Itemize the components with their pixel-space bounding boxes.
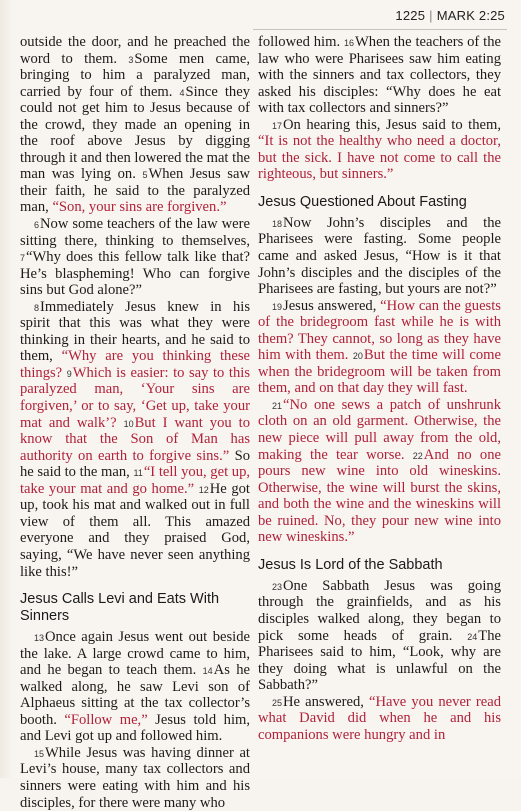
paragraph <box>258 397 501 546</box>
words-of-jesus: But I want you to know that the Son of Man has authority on earth to forgive sins.” <box>20 414 250 464</box>
verse-text: One Sabbath Jesus was going through the grainfields, and as his disciples walked along, they began to pick some heads of grain. <box>258 577 501 644</box>
paragraph <box>258 298 501 397</box>
verse-text: When Jesus saw their faith, he said to the paralyzed man, <box>20 166 250 216</box>
verse-number: 13 <box>34 633 45 644</box>
verse-number: 25 <box>272 697 283 708</box>
words-of-jesus: “No one sews a patch of unshrunk cloth on an old garment. Otherwise, the new piece will pull away from the old, making the tear worse. <box>258 396 501 463</box>
section-heading: Jesus Is Lord of the Sabbath <box>258 556 443 573</box>
left-column <box>20 34 250 811</box>
verse-text: Since they could not get him to Jesus because of the crowd, they made an opening in the roof above Jesus by digging through it and then lowered the mat the man was lying on. <box>20 83 251 183</box>
verse-number: 6 <box>34 220 40 231</box>
page-number: 1225 <box>395 8 426 23</box>
verse-number: 19 <box>272 301 283 312</box>
paragraph <box>20 216 250 299</box>
verse-text: followed him. <box>258 34 344 50</box>
verse-text: Once again Jesus went out beside the lake. A large crowd came to him, and he began to teach them. <box>20 629 250 679</box>
verse-number: 18 <box>272 218 283 229</box>
words-of-jesus: “Why are you thinking these things? <box>20 348 250 381</box>
header-separator: | <box>429 8 433 23</box>
verse-number: 3 <box>128 54 134 65</box>
words-of-jesus: “It is not the healthy who need a doctor, but the sick. I have not come to call the righteous, but sinners.” <box>258 133 501 183</box>
paragraph <box>20 629 250 745</box>
verse-text: He got up, took his mat and walked out in full view of them all. This amazed everyone and they praised God, saying, “We have never seen anything like this!” <box>20 480 250 580</box>
words-of-jesus: “How can the guests of the bridegroom fast while he is with them? They cannot, so long as they have him with them. <box>258 297 501 364</box>
words-of-jesus: Which is easier: to say to this paralyzed man, ‘Your sins are forgiven,’ or to say, ‘Get up, take your mat and walk’? <box>20 364 250 431</box>
verse-number: 8 <box>34 302 40 313</box>
paragraph <box>258 117 501 183</box>
verse-number: 10 <box>123 418 134 429</box>
paragraph <box>258 578 501 694</box>
paragraph <box>20 299 250 580</box>
words-of-jesus: “Follow me,” <box>64 711 148 728</box>
verse-text: Some men came, bringing to him a paralyzed man, carried by four of them. <box>20 50 250 100</box>
verse-text: “Why does this fellow talk like that? He’s blaspheming! Who can forgive sins but God alone?” <box>20 249 250 299</box>
paragraph <box>258 694 501 744</box>
verse-text <box>194 481 199 497</box>
verse-text: outside the door, and he preached the word to them. <box>20 34 250 67</box>
verse-number: 12 <box>198 484 209 495</box>
verse-text: As he walked along, he saw Levi son of Alphaeus sitting at the tax collector’s booth. <box>20 662 250 728</box>
verse-text: The Pharisees said to him, “Look, why are they doing what is unlawful on the Sabbath?” <box>258 627 501 694</box>
verse-number: 23 <box>272 581 283 592</box>
chapter-reference: MARK 2:25 <box>436 8 505 23</box>
verse-number: 7 <box>20 253 26 264</box>
verse-number: 14 <box>202 666 213 677</box>
header-rule <box>253 29 507 30</box>
verse-text: On hearing this, Jesus said to them, <box>283 116 501 133</box>
section-heading: Jesus Questioned About Fasting <box>258 193 467 210</box>
verse-text: Now some teachers of the law were sitting there, thinking to themselves, <box>20 216 250 249</box>
verse-number: 24 <box>467 631 478 642</box>
verse-text: While Jesus was having dinner at Levi’s house, many tax collectors and sinners were eating with him and his disciples, for there were many who <box>20 744 250 811</box>
verse-number: 20 <box>352 351 363 362</box>
words-of-jesus: “Have you never read what David did when he and his companions were hungry and in <box>258 693 501 743</box>
words-of-jesus: “I tell you, get up, take your mat and go home.” <box>20 464 251 497</box>
verse-text: He answered, <box>283 693 369 710</box>
verse-text: Jesus told him, and Levi got up and followed him. <box>20 711 250 745</box>
words-of-jesus: And no one pours new wine into old wineskins. Otherwise, the wine will burst the skins, and both the wine and the wineskins will be ruined. No, they pour new wine into new wineskins.” <box>258 446 501 546</box>
words-of-jesus: But the time will come when the bridegroom will be taken from them, and on that day they will fast. <box>258 347 501 397</box>
verse-number: 11 <box>133 468 143 479</box>
verse-number: 16 <box>344 38 355 48</box>
verse-number: 4 <box>179 87 185 98</box>
verse-number: 9 <box>66 368 72 379</box>
verse-text: Jesus answered, <box>283 297 381 314</box>
paragraph <box>258 215 501 298</box>
verse-number: 15 <box>34 748 45 759</box>
verse-text: Now John’s disciples and the Pharisees were fasting. Some people came and asked Jesus, “How is it that John’s disciples and the disciples of the Pharisees are fasting, but yours are not?” <box>258 214 501 298</box>
right-column <box>258 34 501 743</box>
verse-number: 17 <box>272 120 283 131</box>
paragraph <box>258 34 501 117</box>
words-of-jesus: “Son, your sins are forgiven.” <box>52 199 227 216</box>
verse-number: 21 <box>272 400 283 411</box>
verse-number: 5 <box>142 170 148 181</box>
verse-text: So he said to the man, <box>20 447 250 481</box>
running-header <box>395 8 505 23</box>
verse-text: When the teachers of the law who were Pharisees saw him eating with the sinners and tax collectors, they asked his disciples: “Why does he eat with tax collectors and sinners?” <box>258 34 501 117</box>
paragraph <box>20 34 250 216</box>
section-heading: Jesus Calls Levi and Eats With Sinners <box>20 591 220 625</box>
verse-number: 22 <box>412 450 423 461</box>
verse-text: Immediately Jesus knew in his spirit that this was what they were thinking in their hearts, and he said to them, <box>20 298 250 365</box>
